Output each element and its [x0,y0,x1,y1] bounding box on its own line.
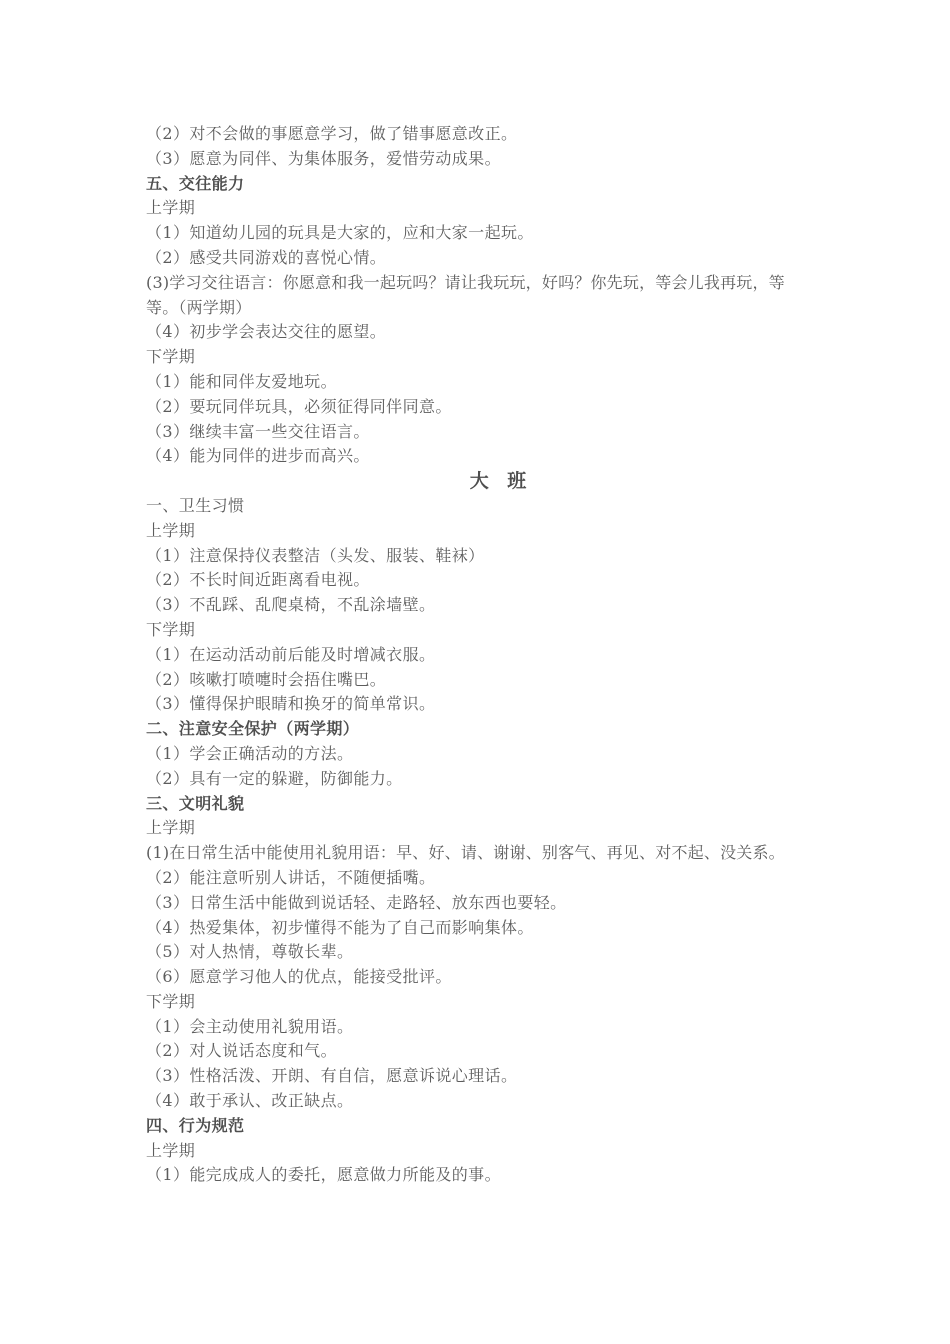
list-item: （2）具有一定的躲避，防御能力。 [146,768,403,788]
list-item: （3）不乱踩、乱爬桌椅，不乱涂墙壁。 [146,595,436,615]
section-heading: 一、卫生习惯 [146,495,245,515]
list-item: （1）能和同伴友爱地玩。 [146,371,337,391]
term-label: 上学期 [146,1140,196,1160]
list-item: （2）感受共同游戏的喜悦心情。 [146,247,387,267]
list-item: （3）懂得保护眼睛和换牙的简单常识。 [146,694,436,714]
term-label: 上学期 [146,520,196,540]
list-item: (3)学习交往语言：你愿意和我一起玩吗？请让我玩玩，好吗？你先玩，等会儿我再玩，等等。（两学期） [146,272,785,317]
list-item: （1）在运动活动前后能及时增减衣服。 [146,644,436,664]
list-item: （2）要玩同伴玩具，必须征得同伴同意。 [146,396,452,416]
list-item: （2）对人说话态度和气。 [146,1041,337,1061]
list-item: （2）咳嗽打喷嚏时会捂住嘴巴。 [146,669,387,689]
term-label: 上学期 [146,818,196,838]
section-heading: 四、行为规范 [146,1115,245,1135]
list-item: （1）能完成成人的委托，愿意做力所能及的事。 [146,1165,501,1185]
list-item: （3）继续丰富一些交往语言。 [146,421,370,441]
list-item: （4）能为同伴的进步而高兴。 [146,446,370,466]
term-label: 下学期 [146,619,196,639]
list-item: （6）愿意学习他人的优点，能接受批评。 [146,967,452,987]
list-item: （2）能注意听别人讲话，不随便插嘴。 [146,867,436,887]
list-item: (1)在日常生活中能使用礼貌用语：早、好、请、谢谢、别客气、再见、对不起、没关系。 [146,843,785,863]
term-label: 下学期 [146,347,196,367]
list-item: （3）性格活泼、开朗、有自信，愿意诉说心理话。 [146,1066,518,1086]
term-label: 上学期 [146,198,196,218]
list-item: （2）不长时间近距离看电视。 [146,570,370,590]
list-item: （1）学会正确活动的方法。 [146,743,354,763]
class-title: 大 班 [469,470,533,493]
list-item: （1）注意保持仪表整洁（头发、服装、鞋袜） [146,545,485,565]
document-page [146,122,816,1188]
list-item: （4）敢于承认、改正缺点。 [146,1091,354,1111]
list-item: （3）日常生活中能做到说话轻、走路轻、放东西也要轻。 [146,892,567,912]
term-label: 下学期 [146,991,196,1011]
list-item: （3）愿意为同伴、为集体服务，爱惜劳动成果。 [146,148,501,168]
list-item: （5）对人热情，尊敬长辈。 [146,942,354,962]
section-heading: 三、文明礼貌 [146,793,245,813]
list-item: （4）初步学会表达交往的愿望。 [146,322,387,342]
section-heading: 二、注意安全保护（两学期） [146,719,360,739]
list-item: （4）热爱集体，初步懂得不能为了自己而影响集体。 [146,917,534,937]
list-item: （2）对不会做的事愿意学习，做了错事愿意改正。 [146,124,518,143]
list-item: （1）会主动使用礼貌用语。 [146,1016,354,1036]
section-heading: 五、交往能力 [146,173,245,193]
list-item: （1）知道幼儿园的玩具是大家的，应和大家一起玩。 [146,223,534,243]
